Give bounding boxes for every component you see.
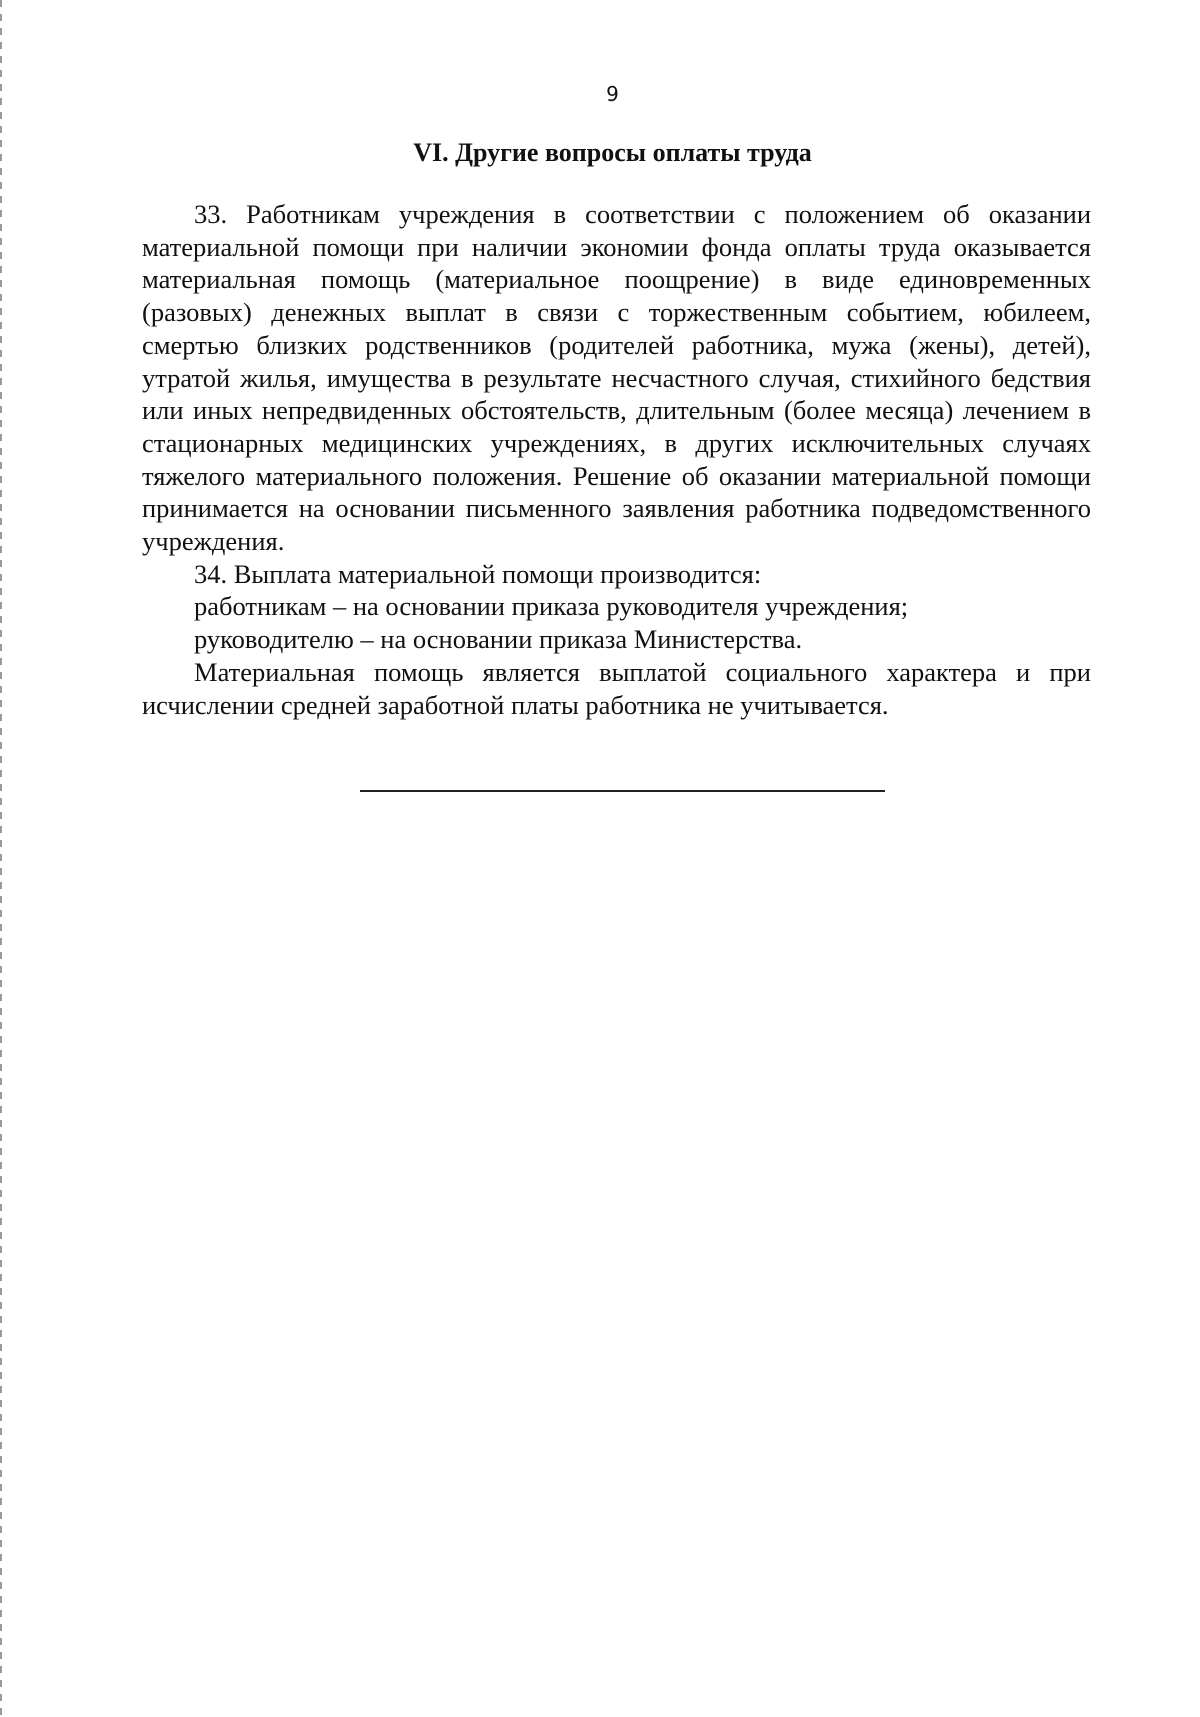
paragraph-workers: работникам – на основании приказа руководителя учреждения; <box>194 591 909 622</box>
paragraph-33: 33. Работникам учреждения в соответствии с положением об оказании материальной помощи при наличии экономии фонда оплаты труда оказывается материальная помощь (материальное поощрение) в виде единовременных (разовых) денежных выплат в связи с торжественным событием, юбилеем, смертью близких родственников (родителей работника, мужа (жены), детей), утратой жилья, имущества в результате несчастного случая, стихийного бедствия или иных непредвиденных обстоятельств, длительным (более месяца) лечением в стационарных медицинских учреждениях, в других исключительных случаях тяжелого материального положения. Решение об оказании материальной помощи принимается на основании письменного заявления работника подведомственного учреждения. <box>142 199 1091 557</box>
paragraph-head: руководителю – на основании приказа Министерства. <box>194 624 803 655</box>
scan-edge-marks <box>0 0 2 1717</box>
section-heading: VI. Другие вопросы оплаты труда <box>413 138 812 167</box>
paragraph-social: Материальная помощь является выплатой социального характера и при исчислении средней заработной платы работника не учитывается. <box>142 656 1091 720</box>
document-body <box>142 198 1091 721</box>
page-number: 9 <box>606 82 619 106</box>
end-separator-line <box>360 790 885 792</box>
paragraph-34: 34. Выплата материальной помощи производится: <box>194 558 762 589</box>
